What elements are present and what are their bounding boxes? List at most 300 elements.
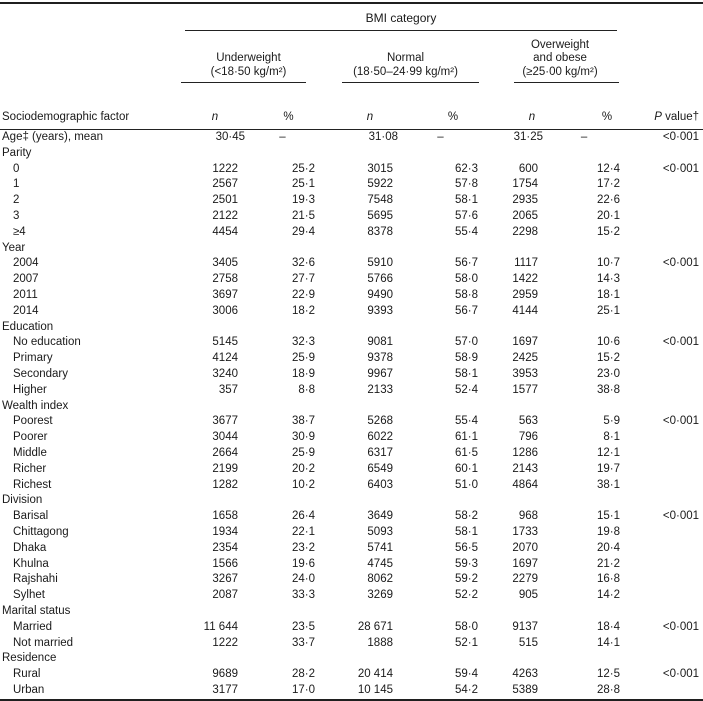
row-label: Chittagong [13,525,69,538]
row-label: Secondary [13,367,68,380]
cell-overweight-pct: 22·6 [597,194,621,207]
cell-overweight-n: 905 [518,589,538,602]
group-row [0,320,703,336]
cell-overweight-pct: 20·4 [597,541,621,554]
cell-underweight-n: 2758 [212,273,238,286]
group-row [0,241,703,257]
cell-normal-n: 6403 [367,478,393,491]
cell-normal-pct: 58·1 [454,367,478,380]
cell-underweight-n: 3267 [212,573,238,586]
cell-p-value [625,446,703,462]
cell-overweight-n: 2143 [512,462,538,475]
cell-p-value: <0·001 [662,668,700,681]
row-label: Richer [13,462,47,475]
table-body [0,130,703,700]
factor-header: Sociodemographic factor [0,83,185,130]
cell-p-value [625,146,703,162]
cell-p-value [625,541,703,557]
cell-overweight-n: 1117 [514,257,538,270]
cell-underweight-n: 1222 [212,162,238,175]
cell-underweight-pct: 21·5 [291,209,315,222]
cell-underweight-pct: 25·9 [291,446,315,459]
row-label: 2014 [13,304,39,317]
cell-normal-n: 9967 [367,367,393,380]
cell-normal-pct: – [437,131,444,143]
group-row [0,399,703,415]
cell-normal-pct [398,320,483,336]
row-label: Primary [13,352,53,365]
group-label: Year [2,241,26,254]
cell-underweight-n: 2199 [212,462,238,475]
cell-p-value: <0·001 [662,415,700,428]
cell-normal-n: 6317 [367,446,393,459]
col-group-overweight [483,31,625,83]
cell-p-value [625,462,703,478]
cell-underweight-pct [245,146,320,162]
group-header-row [0,31,703,83]
cell-p-value: <0·001 [662,336,700,349]
cell-normal-pct: 55·4 [454,225,478,238]
normal-label: Normal (18·50–24·99 kg/m²) [353,52,458,78]
data-row [0,272,703,288]
cell-overweight-pct: 10·6 [597,336,621,349]
spanner-blank-right [625,3,703,31]
cell-underweight-pct: 19·3 [291,194,315,207]
cell-underweight-n: 2567 [212,178,238,191]
cell-p-value [625,304,703,320]
cell-underweight-pct: 25·2 [291,162,315,175]
cell-normal-pct: 61·5 [454,446,478,459]
cell-normal-n: 9081 [367,336,393,349]
cell-overweight-pct: 5·9 [603,415,621,428]
cell-overweight-n: 1286 [512,446,538,459]
cell-overweight-n: 2959 [512,288,538,301]
group-row [0,146,703,162]
cell-overweight-n: 4263 [512,668,538,681]
data-row [0,414,703,430]
cell-overweight-n: 796 [518,431,538,444]
overweight-rule [514,82,619,83]
cell-normal-n: 8378 [367,225,393,238]
cell-normal-n [320,399,398,415]
cell-overweight-n: 4864 [512,478,538,491]
cell-underweight-pct: 22·9 [291,288,315,301]
cell-overweight-pct: 18·1 [597,288,621,301]
cell-underweight-n: 3697 [212,288,238,301]
col-group-underweight [185,31,320,83]
cell-p-value [625,193,703,209]
data-row [0,209,703,225]
group-row [0,604,703,620]
cell-underweight-n [185,651,245,667]
cell-normal-pct [398,241,483,257]
cell-normal-pct: 58·1 [454,194,478,207]
row-label: Higher [13,383,47,396]
cell-overweight-pct: 14·3 [597,273,621,286]
cell-p-value [625,225,703,241]
cell-overweight-n: 968 [518,510,538,523]
cell-overweight-pct [543,399,625,415]
cell-p-value [625,493,703,509]
cell-underweight-pct: 17·0 [291,683,315,696]
cell-underweight-n [185,604,245,620]
cell-p-value [625,588,703,604]
group-label: Parity [2,146,32,159]
data-row [0,446,703,462]
cell-underweight-n: 2354 [212,541,238,554]
data-row [0,288,703,304]
row-label: Barisal [13,510,49,523]
cell-normal-n: 5093 [367,525,393,538]
cell-overweight-pct: 15·1 [597,510,621,523]
overweight-n-header: n [483,83,543,130]
cell-underweight-pct [245,320,320,336]
cell-p-value [625,272,703,288]
underweight-n-header: n [185,83,245,130]
cell-underweight-n: 1222 [212,636,238,649]
cell-overweight-pct: 21·2 [597,557,621,570]
cell-normal-pct: 57·6 [454,209,478,222]
group-label: Marital status [2,604,71,617]
cell-underweight-pct: 22·1 [291,525,315,538]
cell-normal-n: 20 414 [357,668,393,681]
cell-normal-pct [398,604,483,620]
group-blank [0,31,185,83]
cell-normal-pct: 60·1 [454,462,478,475]
data-row [0,572,703,588]
data-row [0,351,703,367]
cell-underweight-n: 3405 [212,257,238,270]
cell-normal-n: 7548 [367,194,393,207]
cell-underweight-n: 4454 [212,225,238,238]
cell-normal-n: 2133 [367,383,393,396]
cell-underweight-pct: 24·0 [291,573,315,586]
row-label: Middle [13,446,47,459]
cell-p-value [625,572,703,588]
cell-overweight-pct [543,241,625,257]
data-row [0,383,703,399]
cell-overweight-n: 5389 [512,683,538,696]
cell-normal-pct [398,399,483,415]
cell-overweight-n [483,146,543,162]
cell-overweight-pct [543,604,625,620]
data-row [0,367,703,383]
underweight-label: Underweight (<18·50 kg/m²) [210,52,287,78]
row-label: 2007 [13,273,39,286]
cell-normal-n: 8062 [367,573,393,586]
cell-underweight-pct: 23·2 [291,541,315,554]
data-row [0,525,703,541]
cell-underweight-n: 11 644 [203,620,238,633]
cell-overweight-pct: 19·8 [597,525,621,538]
cell-overweight-n [483,399,543,415]
data-row [0,588,703,604]
cell-normal-pct: 51·0 [454,478,478,491]
cell-normal-pct: 61·1 [454,431,478,444]
cell-normal-n: 5268 [367,415,393,428]
row-label: Not married [13,636,74,649]
underweight-pct-header: % [245,83,320,130]
data-row [0,683,703,700]
cell-p-value [625,351,703,367]
group-blank-right [625,31,703,83]
group-label: Education [2,320,54,333]
cell-overweight-n: 515 [518,636,538,649]
cell-normal-n: 6022 [367,431,393,444]
cell-overweight-pct: 14·1 [597,636,621,649]
col-group-normal [320,31,483,83]
cell-underweight-n [185,320,245,336]
cell-underweight-pct: – [279,131,286,143]
cell-overweight-pct: 19·7 [597,462,621,475]
row-label: Poorest [13,415,53,428]
cell-overweight-pct: 15·2 [597,352,621,365]
cell-normal-pct: 58·0 [454,620,478,633]
data-row [0,193,703,209]
cell-underweight-pct [245,604,320,620]
cell-p-value: <0·001 [662,510,700,523]
cell-overweight-n: 600 [518,162,538,175]
cell-p-value [625,209,703,225]
cell-underweight-pct: 32·6 [291,257,315,270]
cell-overweight-n [483,493,543,509]
row-label: 3 [13,209,20,222]
cell-overweight-n: 3953 [512,367,538,380]
cell-underweight-pct: 29·4 [291,225,315,238]
cell-overweight-n: 2425 [512,352,538,365]
cell-normal-n [320,241,398,257]
cell-underweight-pct: 10·2 [291,478,315,491]
cell-normal-pct: 52·2 [454,589,478,602]
cell-p-value [625,557,703,573]
cell-overweight-pct: 38·1 [597,478,621,491]
cell-overweight-pct: 14·2 [597,589,621,602]
cell-underweight-pct: 38·7 [291,415,315,428]
cell-overweight-pct: 12·5 [597,668,621,681]
data-row [0,667,703,683]
cell-overweight-n: 1754 [512,178,538,191]
cell-normal-n: 9490 [367,288,393,301]
cell-overweight-pct: 25·1 [597,304,621,317]
cell-p-value [625,320,703,336]
cell-normal-pct [398,146,483,162]
data-row [0,541,703,557]
row-label: Dhaka [13,541,47,554]
cell-overweight-n [483,604,543,620]
cell-overweight-n [483,651,543,667]
bmi-category-spanner [185,3,625,31]
cell-overweight-n: 31·25 [513,131,543,143]
cell-overweight-pct: 8·1 [603,431,621,444]
cell-normal-pct [398,493,483,509]
cell-overweight-pct [543,651,625,667]
cell-normal-pct: 57·8 [454,178,478,191]
cell-normal-pct [398,651,483,667]
cell-normal-n: 28 671 [357,620,393,633]
spanner-row [0,3,703,31]
cell-overweight-pct: 18·4 [597,620,621,633]
cell-p-value [625,367,703,383]
cell-overweight-n [483,320,543,336]
data-row [0,304,703,320]
cell-normal-n: 3269 [367,589,393,602]
cell-overweight-n: 563 [518,415,538,428]
overweight-pct-header: % [543,83,625,130]
data-row [0,620,703,636]
cell-normal-pct: 57·0 [454,336,478,349]
cell-normal-pct: 59·2 [454,573,478,586]
cell-p-value [625,604,703,620]
cell-overweight-pct: 17·2 [597,178,621,191]
data-row [0,509,703,525]
overweight-label: Overweight and obese (≥25·00 kg/m²) [522,38,598,78]
cell-underweight-n: 2087 [212,589,238,602]
cell-normal-pct: 62·3 [454,162,478,175]
cell-underweight-pct: 26·4 [291,510,315,523]
row-label: Khulna [13,557,49,570]
cell-normal-n [320,604,398,620]
cell-p-value: <0·001 [662,131,700,143]
cell-overweight-n: 1697 [512,557,538,570]
row-label: Rural [13,668,41,681]
group-label: Wealth index [2,399,69,412]
cell-normal-pct: 54·2 [454,683,478,696]
cell-underweight-pct: 25·1 [291,178,315,191]
cell-normal-n: 4745 [367,557,393,570]
cell-underweight-pct: 33·7 [291,636,315,649]
cell-overweight-pct [543,320,625,336]
cell-normal-n: 3649 [367,510,393,523]
cell-underweight-n: 1282 [212,478,238,491]
row-label: 1 [13,178,20,191]
cell-normal-n: 9378 [367,352,393,365]
cell-underweight-pct: 33·3 [291,589,315,602]
cell-underweight-pct: 23·5 [291,620,315,633]
cell-p-value [625,288,703,304]
cell-underweight-n: 357 [218,383,238,396]
cell-underweight-pct: 32·3 [291,336,315,349]
cell-normal-n: 5741 [367,541,393,554]
row-label: 2004 [13,257,39,270]
data-row [0,335,703,351]
cell-normal-pct: 58·8 [454,288,478,301]
cell-overweight-pct [543,146,625,162]
cell-overweight-n: 2279 [512,573,538,586]
group-label: Division [2,494,43,507]
cell-underweight-pct: 25·9 [291,352,315,365]
cell-underweight-n: 1658 [212,510,238,523]
cell-normal-n: 5695 [367,209,393,222]
cell-normal-n: 3015 [367,162,393,175]
cell-normal-pct: 55·4 [454,415,478,428]
data-row [0,177,703,193]
cell-normal-pct: 56·5 [454,541,478,554]
cell-underweight-pct [245,399,320,415]
group-label: Residence [2,652,57,665]
cell-underweight-n [185,241,245,257]
cell-underweight-n: 3044 [212,431,238,444]
cell-overweight-pct: 20·1 [597,209,621,222]
cell-p-value [625,430,703,446]
cell-overweight-n: 2065 [512,209,538,222]
row-label: 2 [13,194,20,207]
data-row [0,478,703,494]
normal-rule [342,82,479,83]
row-label: 2011 [13,288,38,301]
cell-overweight-n: 1733 [512,525,538,538]
cell-underweight-n: 1934 [212,525,238,538]
cell-normal-n: 5922 [367,178,393,191]
cell-underweight-n: 2664 [212,446,238,459]
cell-p-value: <0·001 [662,257,700,270]
cell-underweight-n: 3677 [212,415,238,428]
cell-underweight-n: 5145 [212,336,238,349]
bmi-sociodemographic-table [0,2,703,701]
spanner-blank [0,3,185,31]
cell-normal-pct: 59·4 [454,668,478,681]
cell-overweight-pct [543,493,625,509]
row-label: Rajshahi [13,573,58,586]
cell-overweight-pct: 12·1 [597,446,621,459]
cell-p-value: <0·001 [662,162,700,175]
cell-overweight-pct: 15·2 [597,225,621,238]
cell-underweight-pct: 19·6 [291,557,315,570]
column-header-row [0,83,703,130]
cell-overweight-pct: 38·8 [597,383,621,396]
cell-underweight-n: 2122 [212,209,238,222]
cell-underweight-pct: 30·9 [291,431,315,444]
data-row [0,256,703,272]
cell-underweight-pct [245,651,320,667]
cell-overweight-pct: – [580,131,588,143]
data-row [0,430,703,446]
cell-underweight-pct: 8·8 [298,383,315,396]
data-row [0,462,703,478]
cell-normal-n: 10 145 [357,683,393,696]
row-label: Urban [13,683,45,696]
row-label: Age‡ (years), mean [2,131,103,143]
cell-normal-n [320,146,398,162]
cell-overweight-n: 1697 [512,336,538,349]
p-value-header: P value† [625,83,703,130]
cell-overweight-n: 1577 [512,383,538,396]
cell-underweight-pct: 20·2 [291,462,315,475]
cell-overweight-n: 9137 [512,620,538,633]
cell-normal-pct: 52·4 [454,383,478,396]
cell-p-value [625,241,703,257]
cell-p-value: <0·001 [662,620,700,633]
cell-normal-pct: 58·1 [454,525,478,538]
cell-normal-n: 5910 [367,257,393,270]
cell-overweight-n: 4144 [512,304,538,317]
cell-underweight-n: 3006 [212,304,238,317]
cell-p-value [625,651,703,667]
cell-underweight-n [185,146,245,162]
cell-normal-n [320,320,398,336]
cell-underweight-n [185,493,245,509]
normal-pct-header: % [398,83,483,130]
cell-normal-n [320,493,398,509]
cell-overweight-pct: 28·8 [597,683,621,696]
cell-normal-n: 9393 [367,304,393,317]
cell-overweight-n: 1422 [512,273,538,286]
cell-overweight-n: 2935 [512,194,538,207]
cell-underweight-pct: 18·2 [291,304,315,317]
cell-overweight-pct: 23·0 [597,367,621,380]
cell-p-value [625,683,703,700]
data-row [0,162,703,178]
cell-underweight-pct: 28·2 [291,668,315,681]
